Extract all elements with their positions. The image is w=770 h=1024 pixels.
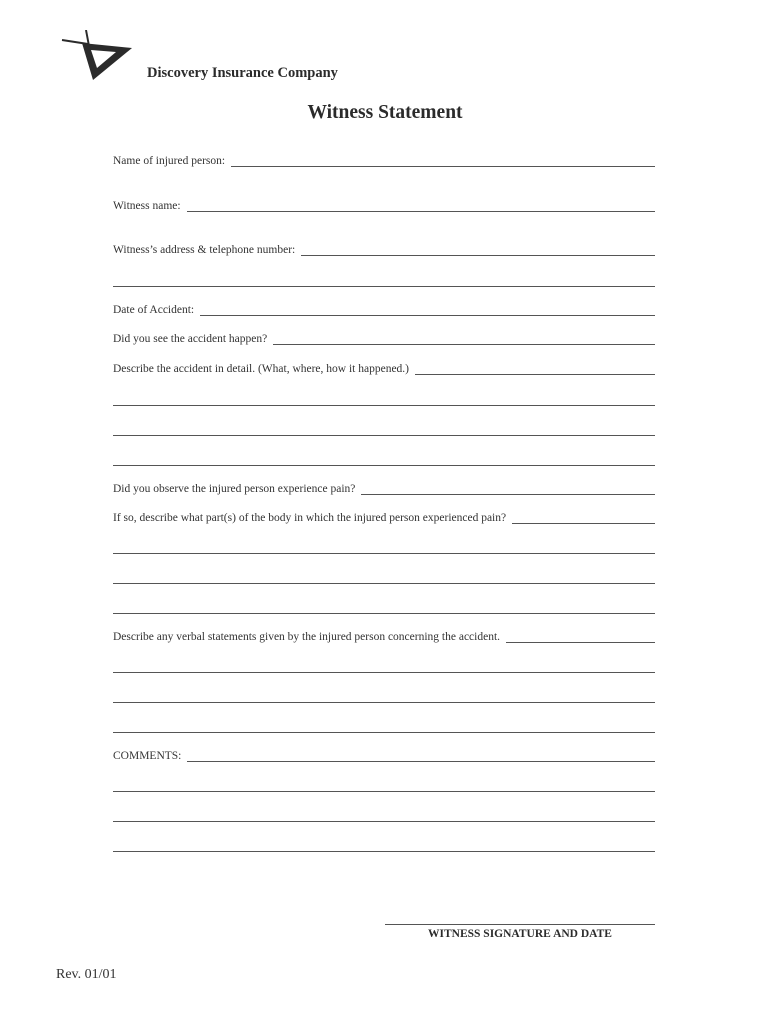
revision-label: Rev. 01/01 xyxy=(56,967,117,982)
observe-pain-field[interactable] xyxy=(113,480,655,498)
describe-accident-line-2[interactable] xyxy=(113,405,655,406)
verbal-statements-line-2[interactable] xyxy=(113,672,655,673)
witness-name-label: Witness name: xyxy=(113,200,181,212)
comments-line-4[interactable] xyxy=(113,851,655,852)
body-parts-field[interactable] xyxy=(113,509,655,527)
observe-pain-label: Did you observe the injured person experience pain? xyxy=(113,483,356,495)
witness-name-field[interactable] xyxy=(113,197,655,215)
verbal-statements-line[interactable] xyxy=(506,641,655,643)
verbal-statements-line-3[interactable] xyxy=(113,702,655,703)
body-parts-line-2[interactable] xyxy=(113,553,655,554)
injured-person-field[interactable] xyxy=(113,152,655,170)
see-accident-field[interactable] xyxy=(113,330,655,348)
witness-address-field[interactable] xyxy=(113,241,655,259)
witness-address-line-2[interactable] xyxy=(113,286,655,287)
describe-accident-field[interactable] xyxy=(113,360,655,378)
witness-signature-label: WITNESS SIGNATURE AND DATE xyxy=(428,928,612,940)
body-parts-line[interactable] xyxy=(512,522,655,524)
date-of-accident-line[interactable] xyxy=(200,314,655,316)
company-name: Discovery Insurance Company xyxy=(147,65,338,81)
comments-label: COMMENTS: xyxy=(113,750,182,762)
injured-person-line[interactable] xyxy=(231,165,655,167)
describe-accident-line[interactable] xyxy=(415,373,655,375)
describe-accident-line-3[interactable] xyxy=(113,435,655,436)
verbal-statements-line-4[interactable] xyxy=(113,732,655,733)
comments-line[interactable] xyxy=(187,760,655,762)
witness-signature-line[interactable] xyxy=(385,924,655,925)
date-of-accident-label: Date of Accident: xyxy=(113,304,195,316)
see-accident-label: Did you see the accident happen? xyxy=(113,333,268,345)
verbal-statements-field[interactable] xyxy=(113,628,655,646)
witness-address-label: Witness’s address & telephone number: xyxy=(113,244,296,256)
observe-pain-line[interactable] xyxy=(361,493,655,495)
date-of-accident-field[interactable] xyxy=(113,301,655,319)
injured-person-label: Name of injured person: xyxy=(113,155,226,167)
comments-field[interactable] xyxy=(113,747,655,765)
describe-accident-label: Describe the accident in detail. (What, where, how it happened.) xyxy=(113,363,410,375)
witness-address-line[interactable] xyxy=(301,254,655,256)
body-parts-line-3[interactable] xyxy=(113,583,655,584)
see-accident-line[interactable] xyxy=(273,343,655,345)
company-logo-icon xyxy=(60,30,134,84)
witness-name-line[interactable] xyxy=(187,210,655,212)
comments-line-2[interactable] xyxy=(113,791,655,792)
comments-line-3[interactable] xyxy=(113,821,655,822)
describe-accident-line-4[interactable] xyxy=(113,465,655,466)
verbal-statements-label: Describe any verbal statements given by the injured person concerning the accident. xyxy=(113,631,501,643)
form-title: Witness Statement xyxy=(307,102,463,123)
body-parts-label: If so, describe what part(s) of the body in which the injured person experienced pain? xyxy=(113,512,507,524)
body-parts-line-4[interactable] xyxy=(113,613,655,614)
